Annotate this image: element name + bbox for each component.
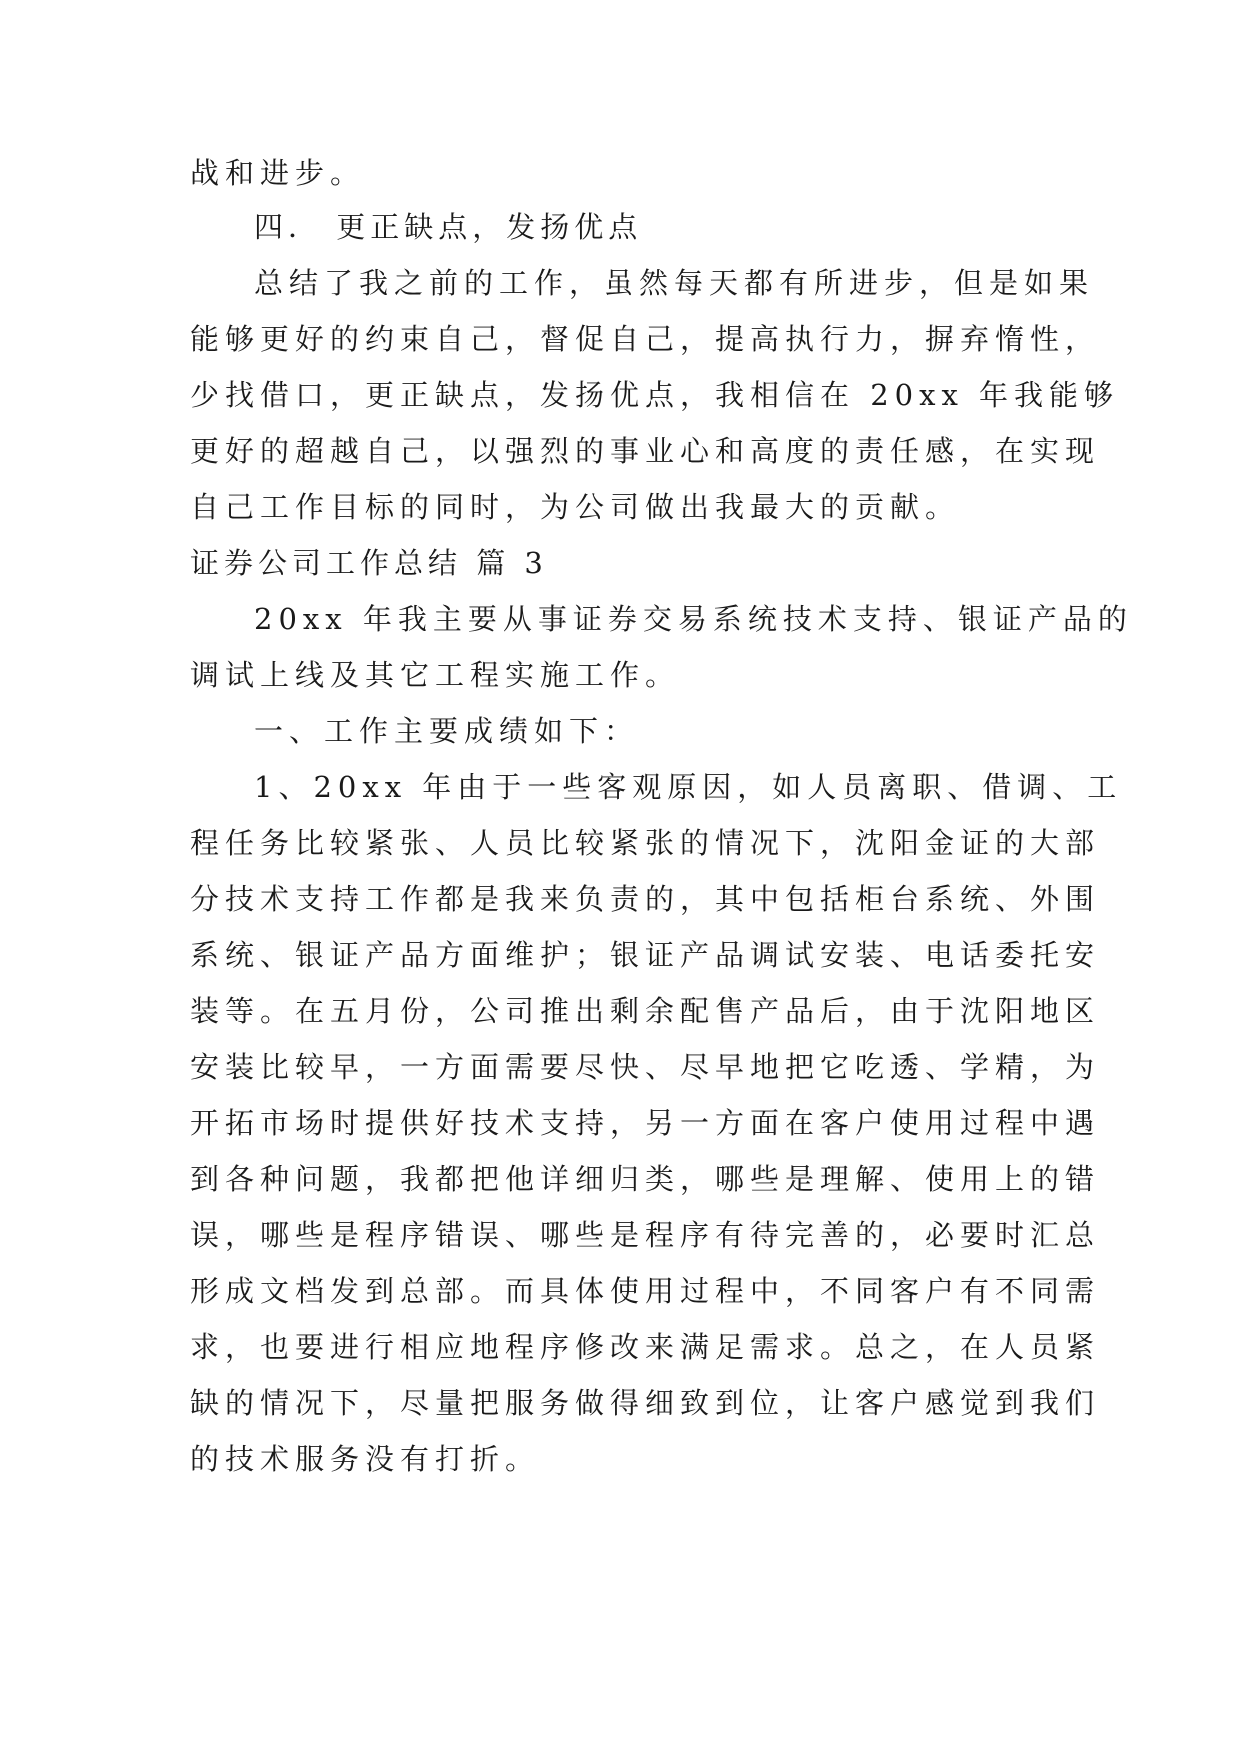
- paragraph-line: 到各种问题，我都把他详细归类，哪些是理解、使用上的错: [190, 1162, 1101, 1196]
- paragraph-line: 调试上线及其它工程实施工作。: [190, 658, 681, 692]
- paragraph-line: 少找借口，更正缺点，发扬优点，我相信在 20xx 年我能够: [190, 378, 1120, 412]
- paragraph-line: 求，也要进行相应地程序修改来满足需求。总之，在人员紧: [190, 1330, 1101, 1364]
- paragraph-line: 20xx 年我主要从事证券交易系统技术支持、银证产品的: [254, 602, 1133, 636]
- paragraph-line: 自己工作目标的同时，为公司做出我最大的贡献。: [190, 490, 961, 524]
- paragraph-line: 分技术支持工作都是我来负责的，其中包括柜台系统、外围: [190, 882, 1101, 916]
- paragraph-line: 的技术服务没有打折。: [190, 1442, 541, 1476]
- paragraph-line: 缺的情况下，尽量把服务做得细致到位，让客户感觉到我们: [190, 1386, 1101, 1420]
- section-heading: 四． 更正缺点，发扬优点: [254, 210, 643, 244]
- paragraph-line: 1、20xx 年由于一些客观原因，如人员离职、借调、工: [254, 770, 1123, 804]
- article-title: 证券公司工作总结 篇 3: [190, 546, 548, 580]
- paragraph-line: 开拓市场时提供好技术支持，另一方面在客户使用过程中遇: [190, 1106, 1101, 1140]
- paragraph-line: 系统、银证产品方面维护；银证产品调试安装、电话委托安: [190, 938, 1101, 972]
- paragraph-line: 战和进步。: [190, 156, 366, 190]
- subheading: 一、工作主要成绩如下：: [254, 714, 640, 748]
- paragraph-line: 形成文档发到总部。而具体使用过程中，不同客户有不同需: [190, 1274, 1101, 1308]
- paragraph-line: 能够更好的约束自己，督促自己，提高执行力，摒弃惰性，: [190, 322, 1101, 356]
- paragraph-line: 误，哪些是程序错误、哪些是程序有待完善的，必要时汇总: [190, 1218, 1101, 1252]
- paragraph-line: 总结了我之前的工作，虽然每天都有所进步，但是如果: [254, 266, 1095, 300]
- paragraph-line: 安装比较早，一方面需要尽快、尽早地把它吃透、学精，为: [190, 1050, 1101, 1084]
- paragraph-line: 装等。在五月份，公司推出剩余配售产品后，由于沈阳地区: [190, 994, 1101, 1028]
- paragraph-line: 更好的超越自己，以强烈的事业心和高度的责任感，在实现: [190, 434, 1101, 468]
- paragraph-line: 程任务比较紧张、人员比较紧张的情况下，沈阳金证的大部: [190, 826, 1101, 860]
